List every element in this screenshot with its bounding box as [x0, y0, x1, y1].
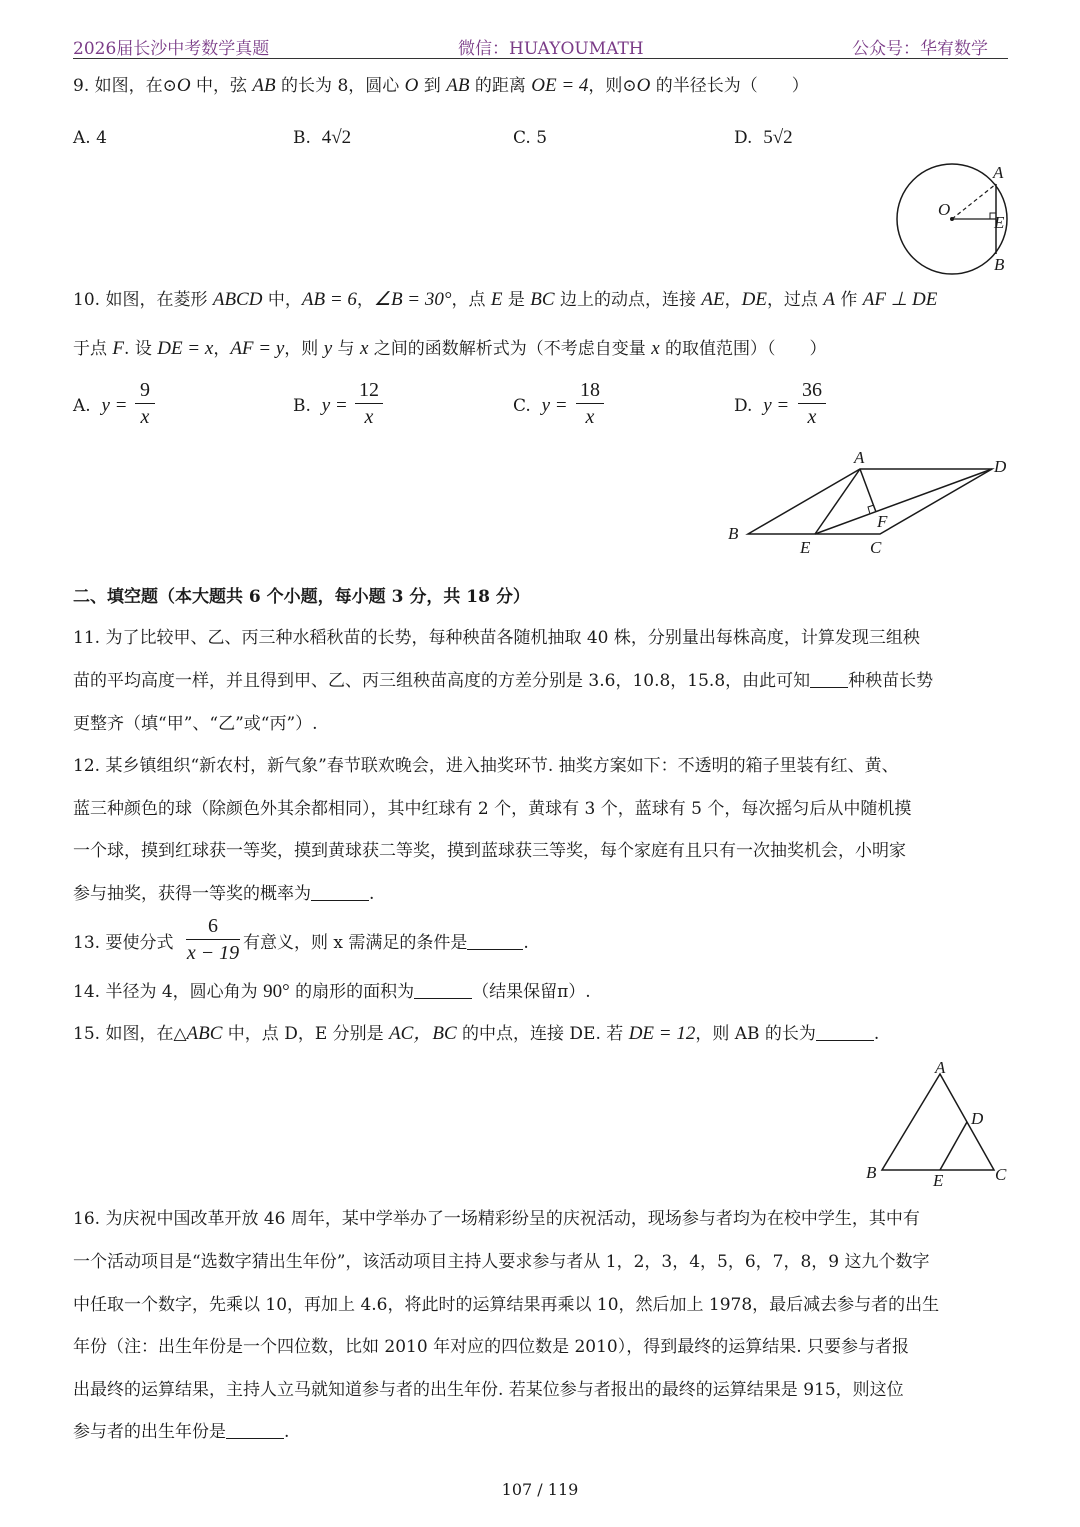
q13-prefix: 13. 要使分式: [73, 933, 174, 953]
q10-option-c-label: C. y =: [513, 395, 568, 416]
q14-answer-blank[interactable]: [414, 980, 472, 999]
label-b: B: [728, 524, 739, 543]
q10-option-b-label: B. y =: [293, 395, 348, 416]
label-o: O: [938, 200, 951, 219]
q9-option-a: A. 4: [73, 128, 107, 148]
q16-line6: 参与者的出生年份是 .: [73, 1422, 290, 1442]
q10-option-a-fraction: 9 x: [135, 378, 155, 429]
q15-answer-blank[interactable]: [816, 1022, 874, 1041]
q11-answer-blank[interactable]: [810, 669, 848, 688]
label-d: D: [971, 1109, 984, 1128]
q9-option-b: B. 4√2: [293, 127, 352, 148]
center-dot: [950, 217, 954, 221]
radius-oa: [952, 184, 996, 219]
q16-line4: 年份（注：出生年份是一个四位数，比如 2010 年对应的四位数是 2010），得到最终的运算结果. 只要参与者报: [73, 1337, 910, 1357]
label-a: A: [993, 163, 1004, 182]
q9-circle-figure: [890, 162, 1020, 282]
q15-triangle-figure: [860, 1058, 1020, 1193]
label-c: C: [995, 1165, 1007, 1184]
label-c: C: [870, 538, 882, 557]
q13-suffix: 有意义，则 x 需满足的条件是 .: [243, 933, 529, 953]
segment-de: [815, 469, 992, 534]
q11-line1: 11. 为了比较甲、乙、丙三种水稻秋苗的长势，每种秧苗各随机抽取 40 株，分别量出每株高度，计算发现三组秧: [73, 628, 920, 648]
q10-stem-line2: 于点 F. 设 DE = x，AF = y，则 y 与 x 之间的函数解析式为（不考虑自变量 x 的取值范围）（ ）: [73, 338, 827, 359]
label-f: F: [877, 512, 888, 531]
q12-line2: 蓝三种颜色的球（除颜色外其余都相同），其中红球有 2 个，黄球有 3 个，蓝球有 5 个，每次摇匀后从中随机摸: [73, 799, 912, 819]
q10-rhombus-figure: [720, 445, 1020, 560]
q9-stem: 9. 如图，在⊙O 中，弦 AB 的长为 8，圆心 O 到 AB 的距离 OE = 4，则⊙O 的半径长为（ ）: [73, 75, 809, 96]
label-a: A: [854, 448, 865, 467]
label-e: E: [800, 538, 811, 557]
q11-line2: 苗的平均高度一样，并且得到甲、乙、丙三组秧苗高度的方差分别是 3.6，10.8，15.8，由此可知 种秧苗长势: [73, 671, 934, 691]
label-d: D: [994, 457, 1007, 476]
header-divider: [73, 58, 1008, 59]
header-center: 微信：HUAYOUMATH: [458, 39, 644, 59]
q10-option-d-fraction: 36 x: [798, 378, 826, 429]
q16-answer-blank[interactable]: [226, 1420, 284, 1439]
header-left: 2026届长沙中考数学真题: [73, 39, 270, 59]
label-e: E: [933, 1171, 944, 1190]
q9-option-c: C. 5: [513, 128, 548, 148]
label-b: B: [866, 1163, 877, 1182]
segment-de: [940, 1122, 967, 1170]
q16-line2: 一个活动项目是“选数字猜出生年份”，该活动项目主持人要求参与者从 1，2，3，4，5，6，7，8，9 这九个数字: [73, 1252, 930, 1272]
q16-line5: 出最终的运算结果，主持人立马就知道参与者的出生年份. 若某位参与者报出的最终的运算结果是 915，则这位: [73, 1380, 904, 1400]
q14-line: 14. 半径为 4，圆心角为 90° 的扇形的面积为 （结果保留π）.: [73, 981, 591, 1002]
page-number: 107 / 119: [501, 1480, 579, 1499]
q12-answer-blank[interactable]: [311, 882, 369, 901]
q15-line: 15. 如图，在△ABC 中，点 D，E 分别是 AC，BC 的中点，连接 DE. 若 DE = 12，则 AB 的长为 .: [73, 1023, 880, 1044]
label-e: E: [994, 213, 1005, 232]
label-a: A: [935, 1058, 946, 1077]
q16-line3: 中任取一个数字，先乘以 10，再加上 4.6，将此时的运算结果再乘以 10，然后加上 1978，最后减去参与者的出生: [73, 1295, 940, 1315]
q10-option-c-fraction: 18 x: [576, 378, 604, 429]
q12-line1: 12. 某乡镇组织“新农村，新气象”春节联欢晚会，进入抽奖环节. 抽奖方案如下：不透明的箱子里装有红、黄、: [73, 756, 899, 776]
q12-line3: 一个球，摸到红球获一等奖，摸到黄球获二等奖，摸到蓝球获三等奖，每个家庭有且只有一次抽奖机会，小明家: [73, 841, 906, 861]
rhombus-abcd: [748, 469, 992, 534]
q9-option-d: D. 5√2: [734, 127, 793, 148]
q11-line3: 更整齐（填“甲”、“乙”或“丙”）.: [73, 714, 318, 734]
label-b: B: [994, 255, 1005, 274]
q12-line4: 参与抽奖，获得一等奖的概率为 .: [73, 884, 375, 904]
q10-option-b-fraction: 12 x: [355, 378, 383, 429]
q10-option-d-label: D. y =: [734, 395, 790, 416]
segment-ae: [815, 469, 860, 534]
q10-stem-line1: 10. 如图，在菱形 ABCD 中，AB = 6，∠B = 30°，点 E 是 BC 边上的动点，连接 AE，DE，过点 A 作 AF ⊥ DE: [73, 289, 938, 310]
section-2-heading: 二、填空题（本大题共 6 个小题，每小题 3 分，共 18 分）: [73, 587, 530, 607]
q10-option-a-label: A. y =: [73, 395, 128, 416]
q13-answer-blank[interactable]: [467, 931, 523, 950]
header-right: 公众号：华宥数学: [852, 39, 988, 59]
q13-fraction: 6 x − 19: [186, 915, 240, 964]
q16-line1: 16. 为庆祝中国改革开放 46 周年，某中学举办了一场精彩纷呈的庆祝活动，现场参与者均为在校中学生，其中有: [73, 1209, 920, 1229]
